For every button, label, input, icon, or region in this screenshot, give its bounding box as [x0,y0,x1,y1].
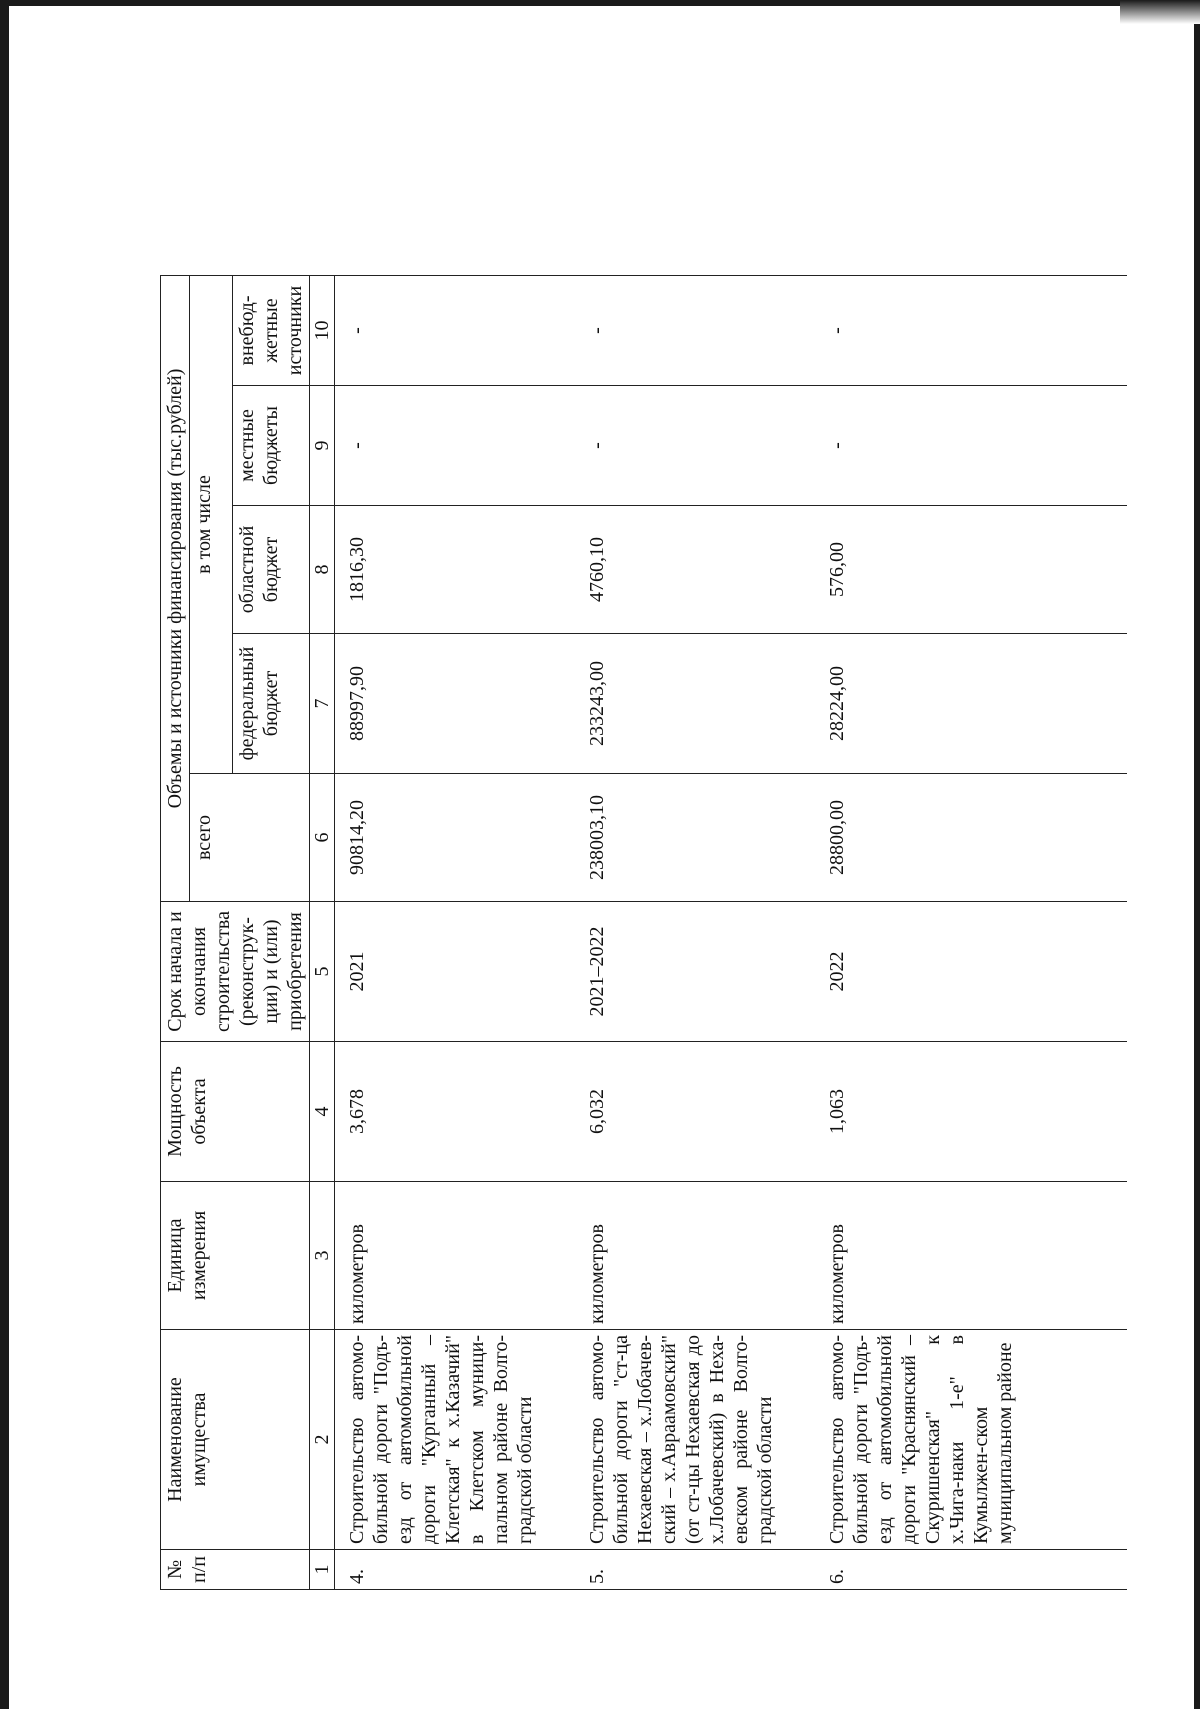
row-capacity: 1,063 [815,1042,1127,1182]
row-unit: километров [815,1182,1127,1330]
column-number: 6 [310,774,335,902]
scan-corner-shadow [1120,0,1200,24]
header-capacity: Мощность объекта [161,1042,310,1182]
header-including: в том числе [190,276,233,774]
row-unit: километров [575,1182,815,1330]
header-num: № п/п [161,1550,310,1590]
row-local: - [335,386,576,506]
column-number: 3 [310,1182,335,1330]
header-extra: внебюд-жетные источники [233,276,310,386]
table-row [575,276,815,1590]
column-number: 9 [310,386,335,506]
row-extra: - [335,276,576,386]
column-number: 10 [310,276,335,386]
column-number: 5 [310,902,335,1042]
row-period: 2022 [815,902,1127,1042]
scan-border-top [0,0,1200,6]
row-num: 6. [815,1550,1127,1590]
header-unit: Единица измерения [161,1182,310,1330]
row-name: Строительство автомо-бильной дороги "Подъ-езд от автомобильной дороги "Краснянский – Скуришенская" к х.Чига-наки 1-е" в Кумылжен-ском муниципальном районе [815,1330,1127,1550]
row-num: 5. [575,1550,815,1590]
row-extra: - [575,276,815,386]
header-total: всего [190,774,310,902]
row-regional: 576,00 [815,506,1127,634]
header-regional: областной бюджет [233,506,310,634]
row-extra: - [815,276,1127,386]
row-federal: 233243,00 [575,634,815,774]
scan-border-left [0,0,9,1709]
row-period: 2021–2022 [575,902,815,1042]
rotated-document-page [160,120,1080,1590]
column-number: 2 [310,1330,335,1550]
row-regional: 1816,30 [335,506,576,634]
column-number: 4 [310,1042,335,1182]
header-local: местные бюджеты [233,386,310,506]
row-total: 238003,10 [575,774,815,902]
row-num: 4. [335,1550,576,1590]
row-name: Строительство автомо-бильной дороги "Подъ-езд от автомобильной дороги "Курганный – Клетская" к х.Казачий" в Клетском муници-пальном районе Волго-градской области [335,1330,576,1550]
row-local: - [815,386,1127,506]
column-number: 1 [310,1550,335,1590]
row-federal: 88997,90 [335,634,576,774]
row-capacity: 3,678 [335,1042,576,1182]
column-number: 7 [310,634,335,774]
row-total: 90814,20 [335,774,576,902]
header-period: Срок начала и окончания строительства (реконструк-ции) и (или) приобретения [161,902,310,1042]
header-federal: федеральный бюджет [233,634,310,774]
row-name: Строительство автомо-бильной дороги "ст-ца Нехаевская – х.Лобачев-ский – х.Авраамовский" (от ст-цы Нехаевская до х.Лобачевский) в Неха-евском районе Волго-градской области [575,1330,815,1550]
row-local: - [575,386,815,506]
financing-table [160,275,1127,1590]
column-number: 8 [310,506,335,634]
row-unit: километров [335,1182,576,1330]
row-regional: 4760,10 [575,506,815,634]
row-total: 28800,00 [815,774,1127,902]
table-row [335,276,576,1590]
scan-border-right [1194,0,1200,1709]
row-capacity: 6,032 [575,1042,815,1182]
header-funding-group: Объемы и источники финансирования (тыс.рублей) [161,276,190,902]
row-period: 2021 [335,902,576,1042]
row-federal: 28224,00 [815,634,1127,774]
header-name: Наименование имущества [161,1330,310,1550]
table-row [815,276,1127,1590]
